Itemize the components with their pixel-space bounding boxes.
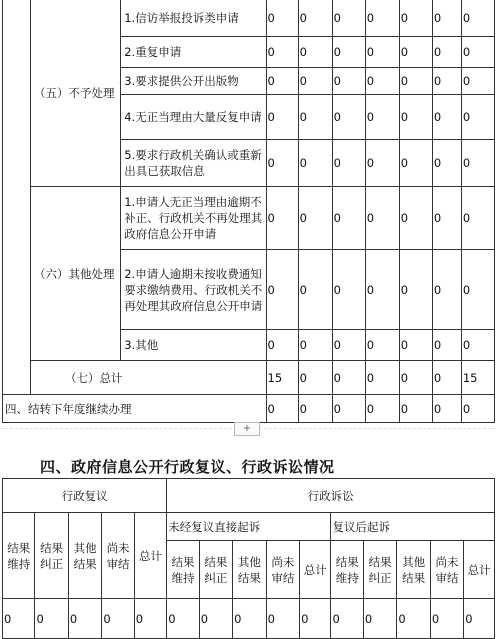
cell: 0 <box>298 0 332 37</box>
cell: 0 <box>298 250 332 330</box>
col-header: 尚未审结 <box>102 513 134 599</box>
row-label: 3.要求提供公开出版物 <box>121 68 266 95</box>
cell: 0 <box>461 68 494 95</box>
cell: 0 <box>266 599 299 639</box>
row-label: 5.要求行政机关确认或重新出具已获取信息 <box>121 140 266 187</box>
cell: 0 <box>3 599 35 639</box>
cell: 0 <box>432 0 461 37</box>
cell: 0 <box>266 330 298 361</box>
cell: 0 <box>102 599 134 639</box>
admin-review-header: 行政复议 <box>3 479 167 513</box>
cell: 0 <box>332 68 365 95</box>
cell: 0 <box>399 395 432 423</box>
cell: 0 <box>199 599 232 639</box>
cell: 0 <box>298 95 332 140</box>
cell: 0 <box>432 395 461 423</box>
col-header: 尚未审结 <box>266 541 299 599</box>
cell: 0 <box>332 140 365 187</box>
section-4-title: 四、政府信息公开行政复议、行政诉讼情况 <box>40 458 335 476</box>
left-margin-cell <box>3 0 31 395</box>
cell: 0 <box>432 140 461 187</box>
cell: 0 <box>365 250 399 330</box>
cell: 0 <box>298 395 332 423</box>
cell: 0 <box>363 599 396 639</box>
col-header: 总计 <box>464 541 495 599</box>
cell: 0 <box>399 140 432 187</box>
col-header: 结果纠正 <box>363 541 396 599</box>
cell: 0 <box>300 599 331 639</box>
cell: 0 <box>461 330 494 361</box>
row-label: 4.无正当理由大量反复申请 <box>121 95 266 140</box>
cell: 0 <box>461 140 494 187</box>
col-header: 结果维持 <box>331 541 363 599</box>
cell: 0 <box>365 361 399 395</box>
cell: 0 <box>331 599 363 639</box>
cell: 0 <box>365 68 399 95</box>
cell: 0 <box>365 95 399 140</box>
col-header: 结果纠正 <box>35 513 68 599</box>
cell: 0 <box>266 37 298 68</box>
group6-label: （六）其他处理 <box>31 187 121 361</box>
cell: 0 <box>298 37 332 68</box>
row-label: 3.其他 <box>121 330 266 361</box>
cell: 0 <box>432 250 461 330</box>
cell: 0 <box>461 0 494 37</box>
cell: 0 <box>464 599 495 639</box>
cell: 0 <box>332 395 365 423</box>
cell: 0 <box>399 250 432 330</box>
cell: 0 <box>298 140 332 187</box>
cell: 0 <box>461 395 494 423</box>
add-row-button[interactable]: + <box>234 422 260 436</box>
cell: 0 <box>266 95 298 140</box>
cell: 0 <box>266 68 298 95</box>
cell: 0 <box>332 0 365 37</box>
cell: 0 <box>167 599 199 639</box>
cell: 0 <box>461 37 494 68</box>
col-header: 其他结果 <box>397 541 430 599</box>
col-header: 其他结果 <box>68 513 101 599</box>
cell: 0 <box>332 250 365 330</box>
cell: 0 <box>399 0 432 37</box>
row-label: 2.申请人逾期未按收费通知要求缴纳费用、行政机关不再处理其政府信息公开申请 <box>121 250 266 330</box>
carry-over-label: 四、结转下年度继续办理 <box>3 395 267 423</box>
col-header: 结果维持 <box>167 541 199 599</box>
cell: 0 <box>399 361 432 395</box>
cell: 0 <box>397 599 430 639</box>
cell: 0 <box>298 68 332 95</box>
cell: 0 <box>461 187 494 250</box>
cell: 0 <box>432 68 461 95</box>
admin-litigation-header: 行政诉讼 <box>167 479 495 513</box>
cell: 0 <box>461 95 494 140</box>
cell: 15 <box>461 361 494 395</box>
cell: 0 <box>432 361 461 395</box>
cell: 0 <box>332 95 365 140</box>
cell: 0 <box>332 187 365 250</box>
group5-label: （五）不予处理 <box>31 0 121 187</box>
col-header: 尚未审结 <box>430 541 463 599</box>
cell: 0 <box>332 37 365 68</box>
cell: 0 <box>432 187 461 250</box>
cell: 0 <box>432 330 461 361</box>
cell: 0 <box>399 187 432 250</box>
row-label: 1.申请人无正当理由逾期不补正、行政机关不再处理其政府信息公开申请 <box>121 187 266 250</box>
col-header: 结果纠正 <box>199 541 232 599</box>
cell: 0 <box>266 0 298 37</box>
col-header: 结果维持 <box>3 513 35 599</box>
col-header: 总计 <box>300 541 331 599</box>
cell: 0 <box>266 140 298 187</box>
cell: 0 <box>365 395 399 423</box>
cell: 0 <box>266 250 298 330</box>
cell: 0 <box>432 95 461 140</box>
cell: 0 <box>233 599 266 639</box>
cell: 0 <box>298 361 332 395</box>
row-label: 1.信访举报投诉类申请 <box>121 0 266 37</box>
cell: 0 <box>399 330 432 361</box>
cell: 0 <box>461 250 494 330</box>
col-header: 总计 <box>134 513 166 599</box>
cell: 0 <box>432 37 461 68</box>
cell: 0 <box>266 187 298 250</box>
cell: 15 <box>266 361 298 395</box>
disposal-table <box>2 0 495 423</box>
cell: 0 <box>365 187 399 250</box>
row-label: 2.重复申请 <box>121 37 266 68</box>
review-litigation-table <box>2 478 495 639</box>
cell: 0 <box>365 37 399 68</box>
cell: 0 <box>298 187 332 250</box>
col-header: 其他结果 <box>233 541 266 599</box>
direct-suit-header: 未经复议直接起诉 <box>167 513 331 541</box>
cell: 0 <box>399 95 432 140</box>
cell: 0 <box>35 599 68 639</box>
cell: 0 <box>399 37 432 68</box>
cell: 0 <box>298 330 332 361</box>
after-review-suit-header: 复议后起诉 <box>331 513 495 541</box>
total-label: （七）总计 <box>31 361 266 395</box>
cell: 0 <box>399 68 432 95</box>
cell: 0 <box>365 330 399 361</box>
cell: 0 <box>332 361 365 395</box>
cell: 0 <box>332 330 365 361</box>
cell: 0 <box>134 599 166 639</box>
cell: 0 <box>365 0 399 37</box>
cell: 0 <box>365 140 399 187</box>
cell: 0 <box>68 599 101 639</box>
cell: 0 <box>430 599 463 639</box>
cell: 0 <box>266 395 298 423</box>
